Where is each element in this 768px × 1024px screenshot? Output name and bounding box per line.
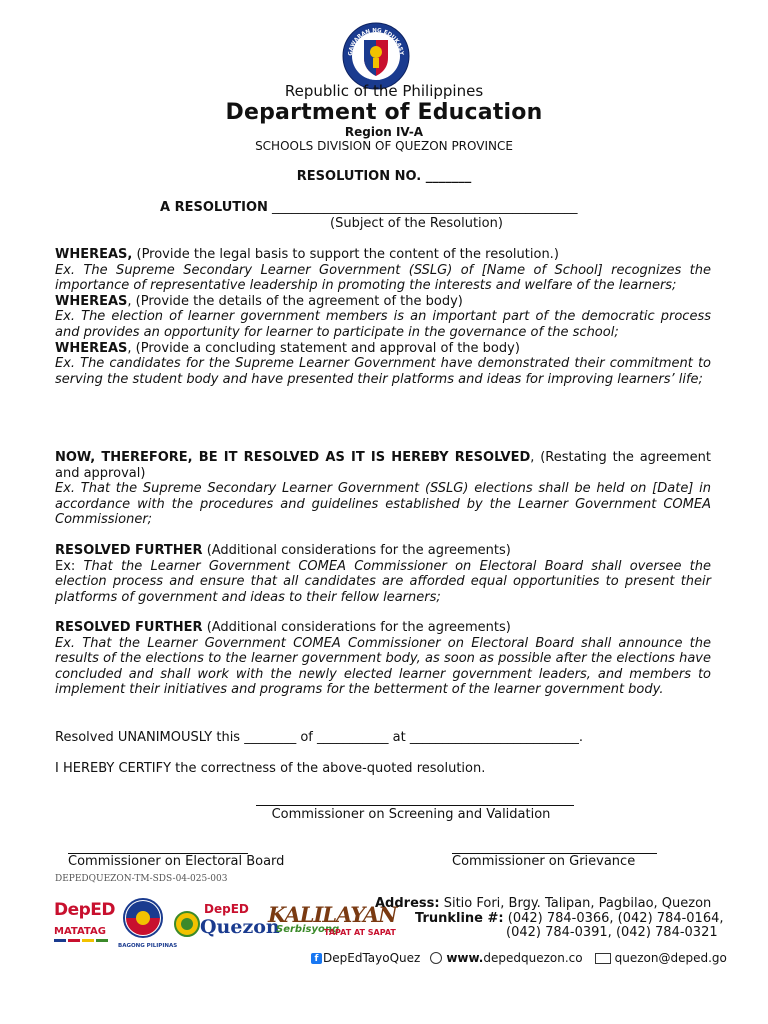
kalilayan-text: KALILAYAN bbox=[268, 902, 397, 927]
whereas-block bbox=[55, 247, 711, 387]
example-prefix: Ex: bbox=[55, 558, 84, 574]
svg-text:REPUBLIKA NG PILIPINAS: REPUBLIKA NG PILIPINAS bbox=[353, 63, 399, 83]
whereas-1 bbox=[55, 247, 711, 294]
whereas-example: Ex. The Supreme Secondary Learner Government (SSLG) of [Name of School] recognizes the importance of representative leadership in promoting the interests and welfare of the learners; bbox=[55, 262, 711, 294]
resolved-further-hint: (Additional considerations for the agreements) bbox=[202, 543, 511, 558]
resolved-further-example bbox=[55, 559, 711, 606]
bagong-pilipinas-emblem-icon bbox=[118, 898, 168, 938]
signatory-screening: Commissioner on Screening and Validation bbox=[271, 807, 551, 822]
republic-title: Republic of the Philippines bbox=[284, 82, 484, 100]
whereas-hint: (Provide the legal basis to support the content of the resolution.) bbox=[132, 247, 559, 262]
trunkline-line-2: (042) 784-0391, (042) 784-0321 bbox=[506, 925, 718, 940]
mail-icon bbox=[595, 953, 611, 964]
resolved-further-hint: (Additional considerations for the agreements) bbox=[202, 620, 511, 635]
resolved-further-2 bbox=[55, 620, 711, 698]
website-www: www. bbox=[446, 951, 484, 965]
unanimous-line: Resolved UNANIMOUSLY this ________ of ___________ at __________________________. bbox=[55, 730, 583, 745]
now-therefore-hint: , (Restating the agreement and approval) bbox=[55, 450, 711, 481]
resolution-number: RESOLUTION NO. _______ bbox=[296, 169, 472, 184]
a-resolution-line bbox=[160, 200, 578, 215]
whereas-keyword: WHEREAS bbox=[55, 293, 128, 309]
svg-text:KAGAWARAN NG EDUKASYON: GAWARAN NG EDUKASY bbox=[347, 27, 405, 57]
whereas-hint: , (Provide a concluding statement and approval of the body) bbox=[127, 340, 520, 356]
facebook-icon: f bbox=[311, 953, 322, 964]
signature-line-screening bbox=[256, 805, 574, 806]
division-label: SCHOOLS DIVISION OF QUEZON PROVINCE bbox=[255, 139, 513, 153]
facebook-link[interactable]: DepEdTayoQuez bbox=[323, 951, 421, 965]
tapat-text: TAPAT AT SAPAT bbox=[324, 928, 396, 937]
whereas-example: Ex. The election of learner government members is an important part of the democratic process and provides an opportunity for learner to participate in the governance of the school; bbox=[55, 309, 711, 340]
department-title: Department of Education bbox=[225, 100, 543, 125]
signatory-grievance: Commissioner on Grievance bbox=[452, 854, 636, 869]
matatag-logo-text: MATATAG bbox=[54, 926, 106, 937]
whereas-2 bbox=[55, 294, 711, 341]
whereas-keyword: WHEREAS, bbox=[55, 247, 133, 262]
a-resolution-blank: _______________________________________________ bbox=[272, 200, 578, 215]
website-rest: depedquezon.co bbox=[483, 951, 583, 965]
quezon-seal-icon bbox=[174, 904, 200, 944]
deped-quezon-logo bbox=[174, 902, 280, 946]
whereas-example: Ex. The candidates for the Supreme Learner Government have demonstrated their commitment to serving the student body and have presented their platforms and ideas for improving learners’ life; bbox=[55, 356, 711, 387]
deped-seal bbox=[342, 22, 410, 90]
trunkline-label: Trunkline #: bbox=[415, 911, 504, 926]
quezon-deped-text: DepED bbox=[204, 902, 249, 916]
bagong-pilipinas-text: BAGONG PILIPINAS bbox=[118, 943, 178, 949]
whereas-keyword: WHEREAS bbox=[55, 340, 128, 356]
website-link[interactable] bbox=[446, 951, 582, 965]
now-therefore-block bbox=[55, 450, 711, 528]
subject-hint: (Subject of the Resolution) bbox=[330, 216, 503, 231]
address-value: Sitio Fori, Brgy. Talipan, Pagbilao, Quezon bbox=[439, 896, 712, 911]
quezon-text: Quezon bbox=[200, 916, 280, 938]
kalilayan-logo bbox=[268, 902, 397, 946]
email-link[interactable]: quezon@deped.go bbox=[614, 951, 727, 965]
address-line bbox=[375, 896, 711, 911]
matatag-color-bar bbox=[54, 939, 110, 942]
contact-row bbox=[311, 951, 727, 965]
kalilayan-sub-text: Serbisyong bbox=[276, 924, 340, 935]
certify-line: I HEREBY CERTIFY the correctness of the above-quoted resolution. bbox=[55, 761, 486, 776]
address-label: Address: bbox=[375, 896, 440, 911]
resolved-further-keyword: RESOLVED FURTHER bbox=[55, 543, 203, 558]
trunkline-value: (042) 784-0366, (042) 784-0164, bbox=[503, 911, 724, 926]
signatory-electoral: Commissioner on Electoral Board bbox=[68, 854, 285, 869]
deped-logo-text: DepED bbox=[54, 900, 116, 920]
region-label: Region IV-A bbox=[344, 125, 424, 139]
bagong-pilipinas-logo bbox=[118, 898, 178, 950]
example-text: That the Learner Government COMEA Commissioner on Electoral Board shall oversee the election process and ensure that all candidates are afforded equal opportunities to present their platforms of government and ideas to their fellow learners; bbox=[55, 558, 711, 605]
a-resolution-label: A RESOLUTION bbox=[160, 200, 268, 215]
document-code: DEPEDQUEZON-TM-SDS-04-025-003 bbox=[55, 874, 228, 884]
whereas-3 bbox=[55, 341, 711, 388]
resolved-further-keyword: RESOLVED FURTHER bbox=[55, 620, 203, 635]
resolved-further-1 bbox=[55, 543, 711, 605]
now-therefore-example: Ex. That the Supreme Secondary Learner Government (SSLG) elections shall be held on [Date] in accordance with the procedures and guidelines established by the Learner Government COMEA Commissioner; bbox=[55, 481, 711, 528]
now-therefore-keyword: NOW, THEREFORE, BE IT RESOLVED AS IT IS HEREBY RESOLVED bbox=[55, 450, 531, 465]
resolved-further-example: Ex. That the Learner Government COMEA Commissioner on Electoral Board shall announce the results of the elections to the learner government body, as soon as possible after the elections have concluded and shall work with the newly elected learner government leaders, and members to implement their initiatives and programs for the betterment of the learner government body. bbox=[55, 635, 711, 698]
trunkline-line bbox=[415, 911, 724, 926]
globe-icon bbox=[430, 952, 442, 964]
whereas-hint: , (Provide the details of the agreement of the body) bbox=[127, 293, 463, 309]
deped-matatag-logo bbox=[54, 900, 116, 948]
